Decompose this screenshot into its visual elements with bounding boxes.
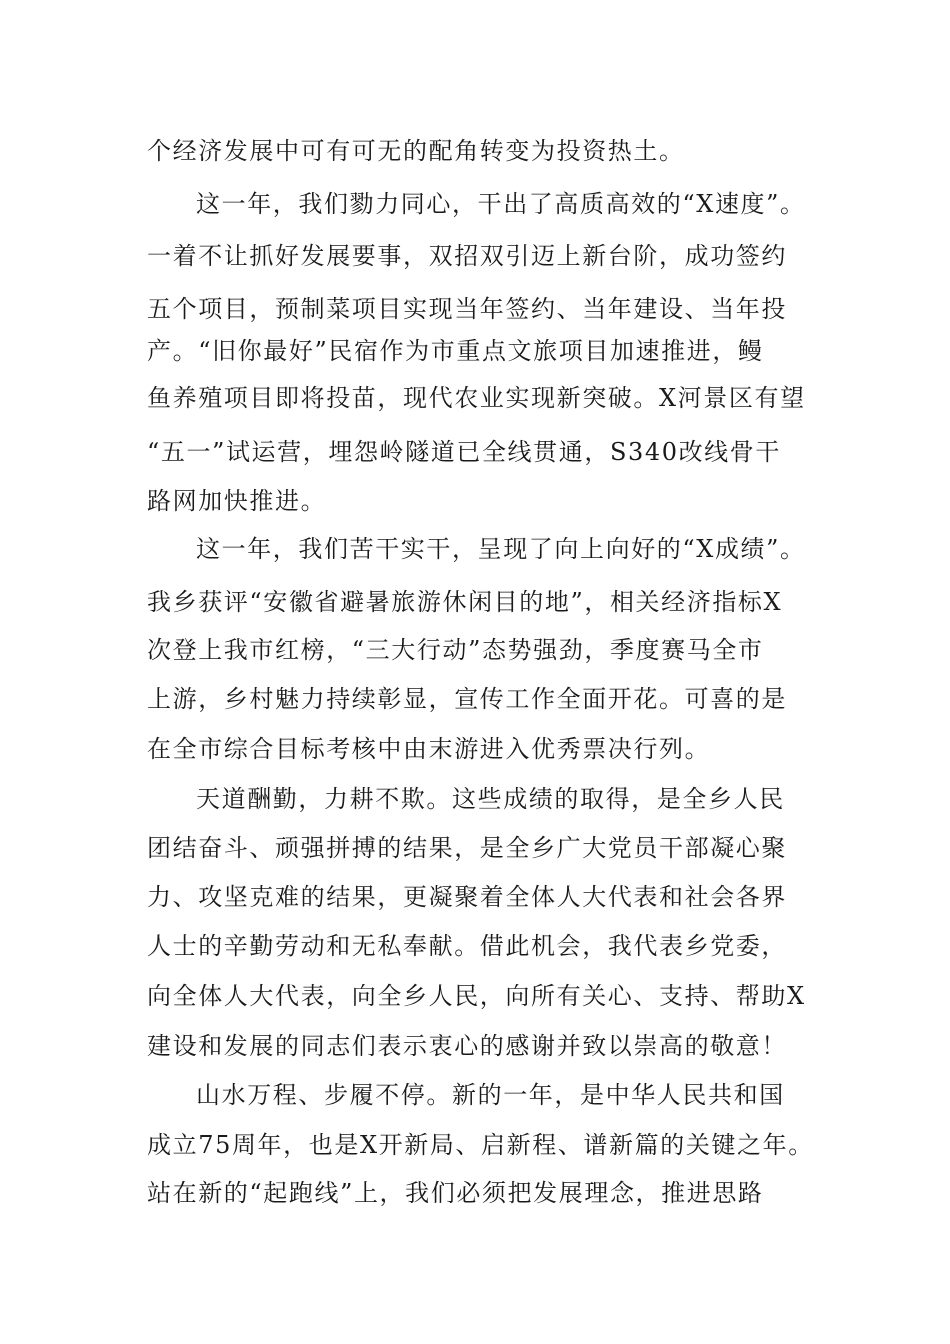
paragraph-start-line: 这一年，我们苦干实干，呈现了向上向好的“X成绩”。 [196,535,806,563]
text-line: 团结奋斗、顽强拼搏的结果，是全乡广大党员干部凝心聚 [147,834,787,862]
paragraph-start-line: 天道酬勤，力耕不欺。这些成绩的取得，是全乡人民 [196,785,785,813]
text-line: 我乡获评“安徽省避暑旅游休闲目的地”，相关经济指标X [147,588,783,616]
paragraph-start-line: 山水万程、步履不停。新的一年，是中华人民共和国 [196,1081,785,1109]
text-line: 个经济发展中可有可无的配角转变为投资热土。 [147,137,685,165]
text-line: 力、攻坚克难的结果，更凝聚着全体人大代表和社会各界 [147,883,787,911]
text-line: 上游，乡村魅力持续彰显，宣传工作全面开花。可喜的是 [147,685,787,713]
text-line: 一着不让抓好发展要事，双招双引迈上新台阶，成功签约 [147,242,787,270]
text-line: 鱼养殖项目即将投苗，现代农业实现新突破。X河景区有望 [147,384,806,412]
text-line: 向全体人大代表，向全乡人民，向所有关心、支持、帮助X [147,982,806,1010]
text-line: 次登上我市红榜，“三大行动”态势强劲，季度赛马全市 [147,636,764,664]
paragraph-start-line: 这一年，我们勠力同心，干出了高质高效的“X速度”。 [196,190,806,218]
text-line: 产。“旧你最好”民宿作为市重点文旅项目加速推进，鳗 [147,337,764,365]
text-line: 路网加快推进。 [147,487,327,515]
text-line: 站在新的“起跑线”上，我们必须把发展理念，推进思路 [147,1179,764,1207]
text-line: “五一”试运营，埋怨岭隧道已全线贯通，S340改线骨干 [147,438,781,466]
text-line: 成立75周年，也是X开新局、启新程、谱新篇的关键之年。 [147,1131,814,1159]
text-line: 五个项目，预制菜项目实现当年签约、当年建设、当年投 [147,295,787,323]
text-line: 在全市综合目标考核中由末游进入优秀票决行列。 [147,735,711,763]
text-line: 人士的辛勤劳动和无私奉献。借此机会，我代表乡党委， [147,932,787,960]
text-line: 建设和发展的同志们表示衷心的感谢并致以崇高的敬意！ [147,1032,787,1060]
